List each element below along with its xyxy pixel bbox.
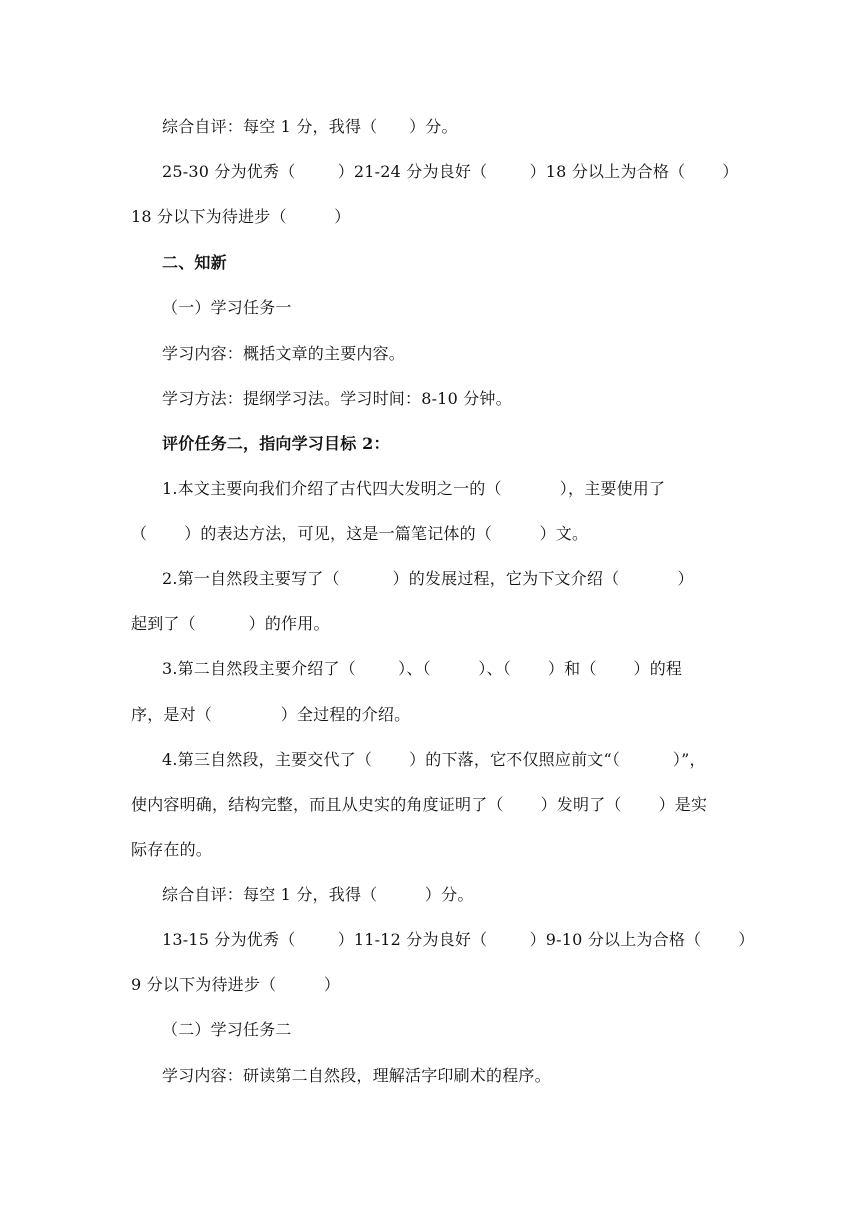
question-4-line-1: 4.第三自然段，主要交代了（ ）的下落，它不仅照应前文“（ ）”，	[162, 750, 706, 769]
question-3-line-2: 序，是对（ ）全过程的介绍。	[131, 705, 411, 724]
grading-scale-line-3: 13-15 分为优秀（ ）11-12 分为良好（ ）9-10 分以上为合格（ ）	[162, 930, 755, 949]
question-2-line-2: 起到了（ ）的作用。	[131, 614, 330, 633]
question-4-line-2: 使内容明确，结构完整，而且从史实的角度证明了（ ）发明了（ ）是实	[131, 795, 708, 814]
evaluation-task-two: 评价任务二，指向学习目标 2：	[162, 434, 390, 453]
question-2-line-1: 2.第一自然段主要写了（ ）的发展过程，它为下文介绍（ ）	[162, 569, 694, 588]
section-heading-zhixin: 二、知新	[162, 253, 227, 272]
learning-content-2: 学习内容：研读第二自然段，理解活字印刷术的程序。	[162, 1066, 551, 1085]
question-1-line-1: 1.本文主要向我们介绍了古代四大发明之一的（ ），主要使用了	[162, 479, 666, 498]
self-eval-line-2: 综合自评：每空 1 分，我得（ ）分。	[162, 885, 474, 904]
question-4-line-3: 际存在的。	[131, 840, 213, 859]
task-two-heading: （二）学习任务二	[162, 1020, 292, 1039]
grading-scale-line-1: 25-30 分为优秀（ ）21-24 分为良好（ ）18 分以上为合格（ ）	[162, 162, 739, 181]
grading-scale-line-4: 9 分以下为待进步（ ）	[131, 975, 341, 994]
self-eval-line-1: 综合自评：每空 1 分，我得（ ）分。	[162, 117, 458, 136]
task-one-heading: （一）学习任务一	[162, 298, 292, 317]
grading-scale-line-2: 18 分以下为待进步（ ）	[131, 207, 351, 226]
question-3-line-1: 3.第二自然段主要介绍了（ ）、（ ）、（ ）和（ ）的程	[162, 659, 683, 678]
question-1-line-2: （ ）的表达方法，可见，这是一篇笔记体的（ ）文。	[131, 524, 589, 543]
learning-content-1: 学习内容：概括文章的主要内容。	[162, 344, 406, 363]
learning-method: 学习方法：提纲学习法。学习时间：8-10 分钟。	[162, 389, 512, 408]
